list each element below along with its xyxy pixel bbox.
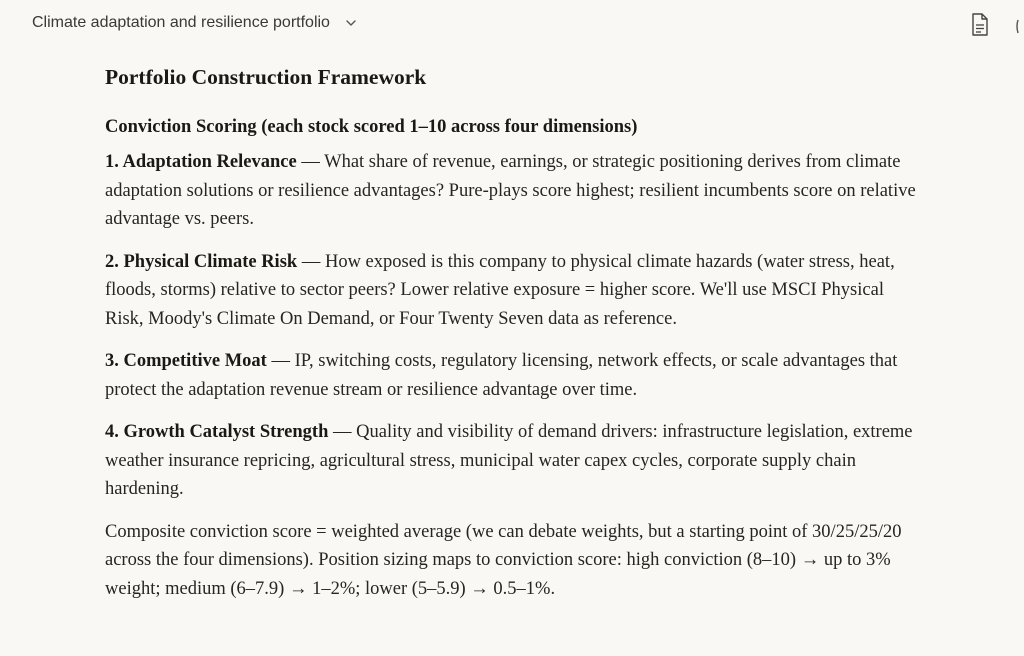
section-heading: Portfolio Construction Framework [105,65,427,89]
document-icon[interactable] [968,12,992,38]
dimension-text: — What share of revenue, earnings, or strategic positioning derives from climate adaptation solutions or resilience advantages? Pure-plays score highest; resilient incumbents score on relative advantage vs. peers. [105,152,916,229]
chevron-down-icon [344,16,358,30]
composite-paragraph: Composite conviction score = weighted average (we can debate weights, but a starting point of 30/25/25/20 across the four dimensions). Position sizing maps to conviction score: high conviction (8–10) → up to 3% weight; medium (6–7.9) → 1–2%; lower (5–5.9) → 0.5–1%. [105,521,902,599]
dimension-title: 1. Adaptation Relevance [105,152,297,172]
dimension-text: — IP, switching costs, regulatory licensing, network effects, or scale advantages that protect the adaptation revenue stream or resilience advantage over time. [105,351,898,400]
top-bar [0,0,1024,48]
message-content [105,62,925,617]
conversation-title: Climate adaptation and resilience portfolio [32,14,330,31]
dimension-text: — Quality and visibility of demand drivers: infrastructure legislation, extreme weather insurance repricing, agricultural stress, municipal water capex cycles, corporate supply chain hardening. [105,422,913,499]
dimension-title: 3. Competitive Moat [105,351,267,371]
dimension-title: 2. Physical Climate Risk [105,251,298,272]
dimension-paragraph [105,248,925,334]
dimension-paragraph [105,347,925,404]
dimension-paragraph [105,148,925,234]
section-subheading: Conviction Scoring (each stock scored 1–10 across four dimensions) [105,117,638,137]
conversation-title-button[interactable] [20,8,370,38]
dimension-title: 4. Growth Catalyst Strength [105,422,329,442]
dimension-text: — How exposed is this company to physical climate hazards (water stress, heat, floods, storms) relative to sector peers? Lower relative exposure = higher score. We'll use MSCI Physical Risk, Moody's Climate On Demand, or Four Twenty Seven data as reference. [105,251,895,329]
partial-edge-icon[interactable] [1012,12,1024,38]
dimension-paragraph [105,418,925,504]
